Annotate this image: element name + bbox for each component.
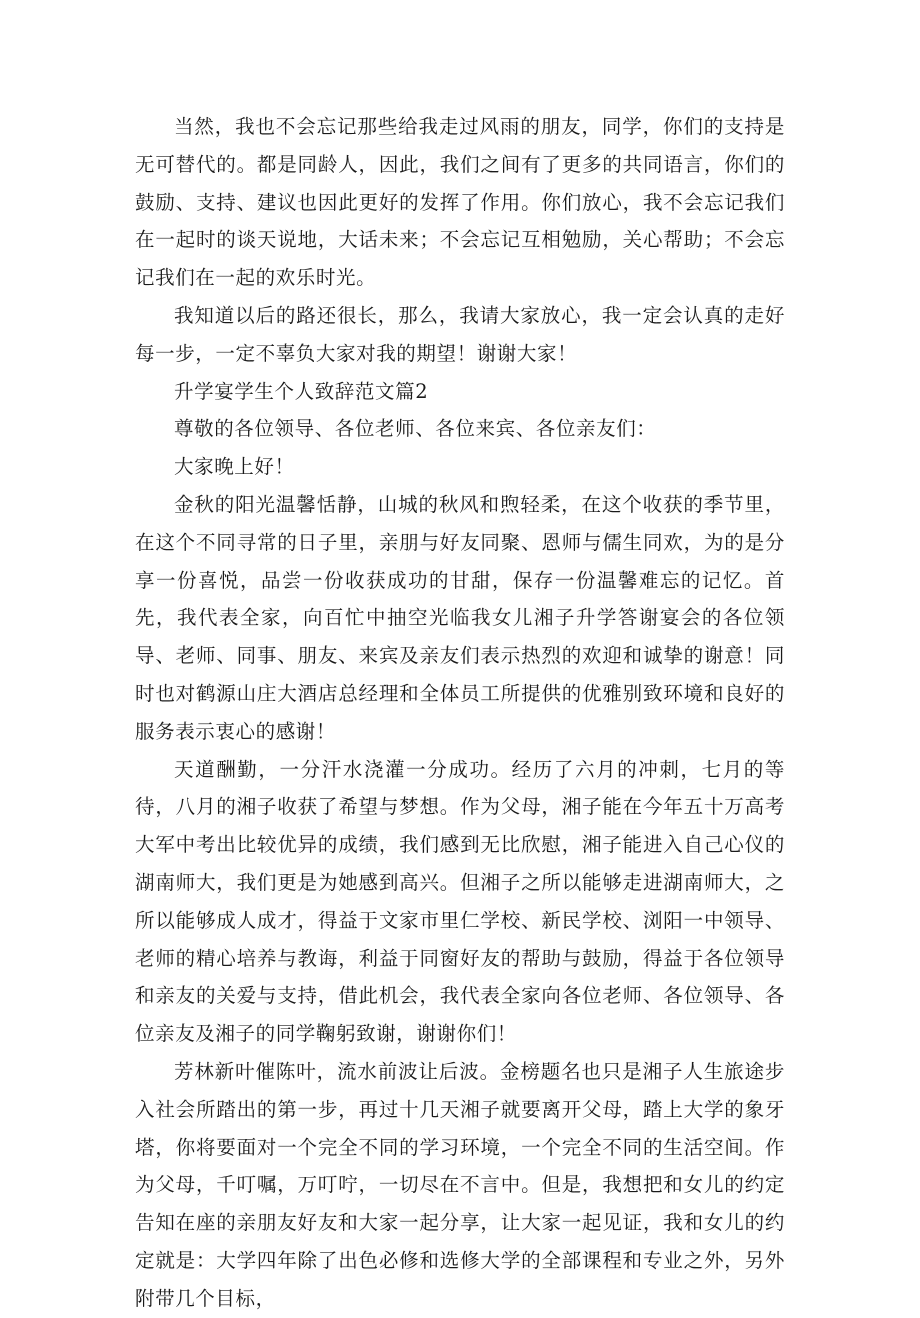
paragraph-agreement: 芳林新叶催陈叶，流水前波让后波。金榜题名也只是湘子人生旅途步入社会所踏出的第一步，再过十几天湘子就要离开父母，踏上大学的象牙塔，你将要面对一个完全不同的学习环境，一个完全不同的生活空间。作为父母，千叮嘱，万叮咛，一切尽在不言中。但是，我想把和女儿的约定告知在座的亲朋友好友和大家一起分享，让大家一起见证，我和女儿的约定就是：大学四年除了出色必修和选修大学的全部课程和专业之外，另外附带几个目标，: [135, 1059, 785, 1310]
paragraph-welcome: 金秋的阳光温馨恬静，山城的秋风和煦轻柔，在这个收获的季节里，在这个不同寻常的日子里，亲朋与好友同聚、恩师与儒生同欢，为的是分享一份喜悦，品尝一份收获成功的甘甜，保存一份温馨难忘的记忆。首先，我代表全家，向百忙中抽空光临我女儿湘子升学答谢宴会的各位领导、老师、同事、朋友、来宾及亲友们表示热烈的欢迎和诚挚的谢意！同时也对鹤源山庄大酒店总经理和全体员工所提供的优雅别致环境和良好的服务表示衷心的感谢！: [135, 492, 785, 743]
section-title: 升学宴学生个人致辞范文篇2: [174, 379, 429, 403]
paragraph-promise: 我知道以后的路还很长，那么，我请大家放心，我一定会认真的走好每一步，一定不辜负大家对我的期望！谢谢大家！: [135, 303, 785, 365]
paragraph-friends-thanks: 当然，我也不会忘记那些给我走过风雨的朋友，同学，你们的支持是无可替代的。都是同龄人，因此，我们之间有了更多的共同语言，你们的鼓励、支持、建议也因此更好的发挥了作用。你们放心，我不会忘记我们在一起时的谈天说地，大话未来；不会忘记互相勉励，关心帮助；不会忘记我们在一起的欢乐时光。: [135, 115, 785, 290]
paragraph-gratitude: 天道酬勤，一分汗水浇灌一分成功。经历了六月的冲刺，七月的等待，八月的湘子收获了希望与梦想。作为父母，湘子能在今年五十万高考大军中考出比较优异的成绩，我们感到无比欣慰，湘子能进入自己心仪的湖南师大，我们更是为她感到高兴。但湘子之所以能够走进湖南师大，之所以能够成人成才，得益于文家市里仁学校、新民学校、浏阳一中领导、老师的精心培养与教诲，利益于同窗好友的帮助与鼓励，得益于各位领导和亲友的关爱与支持，借此机会，我代表全家向各位老师、各位领导、各位亲友及湘子的同学鞠躬致谢，谢谢你们！: [135, 757, 785, 1046]
salutation: 尊敬的各位领导、各位老师、各位来宾、各位亲友们：: [174, 417, 657, 441]
greeting: 大家晚上好！: [174, 455, 295, 479]
